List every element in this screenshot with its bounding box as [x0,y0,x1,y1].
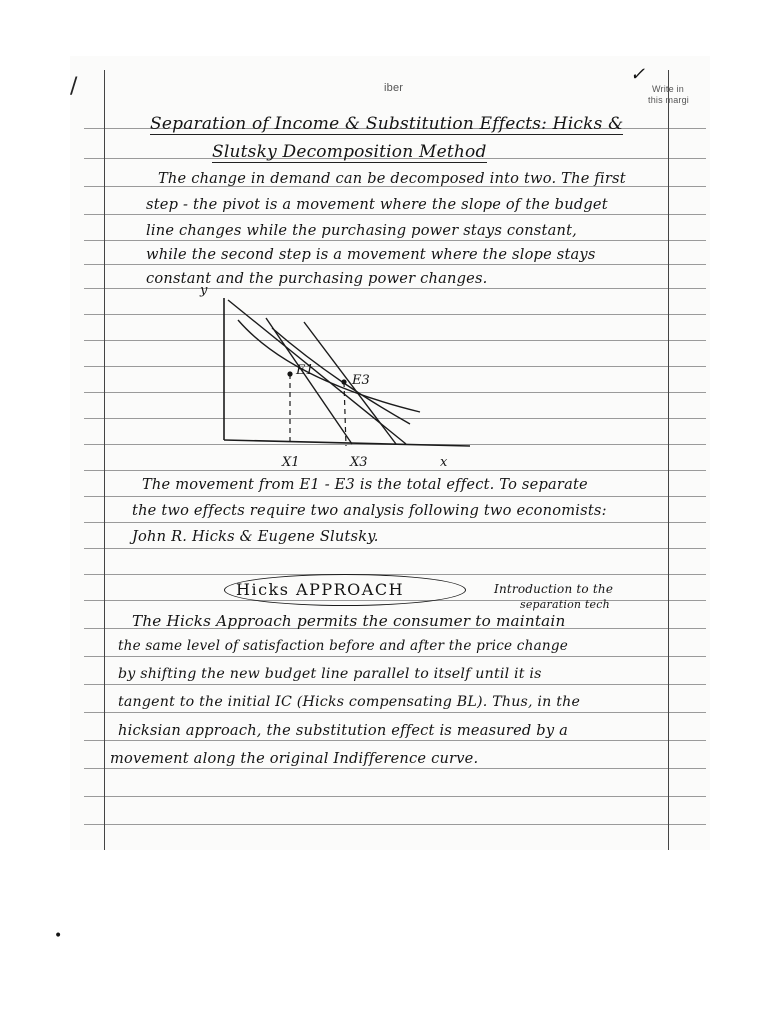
effect-line: John R. Hicks & Eugene Slutsky. [132,528,379,545]
e1-label: E1 [296,363,314,378]
side-note-1: Introduction to the [494,582,614,596]
budget-line-compensated [266,318,352,444]
margin-hint-line-1: Write in [652,84,684,94]
intro-line: The change in demand can be decomposed into two. The first [158,170,626,187]
intro-line: constant and the purchasing power changes. [146,270,488,287]
x-axis-label: x [440,455,448,470]
indifference-curve-1 [238,320,420,412]
dashed-x3-drop [344,382,346,446]
x-axis [224,440,470,446]
intro-line: line changes while the purchasing power stays constant, [146,222,577,239]
hicks-line: The Hicks Approach permits the consumer to maintain [132,612,566,630]
point-e1 [287,371,292,376]
intro-line: step - the pivot is a movement where the slope of the budget [146,196,608,213]
e3-label: E3 [352,373,370,388]
hicks-line: hicksian approach, the substitution effect is measured by a [118,722,569,739]
indifference-curve-2 [272,328,410,424]
title-line-1: Separation of Income & Substitution Effects: Hicks & [150,114,624,134]
effect-line: the two effects require two analysis following two economists: [132,502,607,519]
left-corner-mark: / [70,74,78,99]
hicks-line: tangent to the initial IC (Hicks compensating BL). Thus, in the [118,694,581,710]
effect-line: The movement from E1 - E3 is the total effect. To separate [142,476,588,493]
x1-label: X1 [282,455,300,470]
faint-header-text: iber [384,82,404,94]
hicks-line: the same level of satisfaction before and after the price change [118,638,568,654]
side-note-2: separation tech [520,598,610,611]
hicks-line: movement along the original Indifference curve. [110,750,479,767]
x3-label: X3 [350,455,368,470]
margin-hint-line-2: this margi [648,95,690,105]
title-line-2: Slutsky Decomposition Method [212,142,487,162]
point-e3 [341,379,346,384]
intro-line: while the second step is a movement where the slope stays [146,246,596,263]
y-axis-label: y [200,283,208,298]
tick-mark-icon: ✓ [630,64,646,85]
hicks-approach-heading: Hicks APPROACH [236,580,405,599]
budget-line-2 [304,322,396,444]
hicks-line: by shifting the new budget line parallel to itself until it is [118,666,542,682]
bottom-dot-mark: • [54,928,63,944]
